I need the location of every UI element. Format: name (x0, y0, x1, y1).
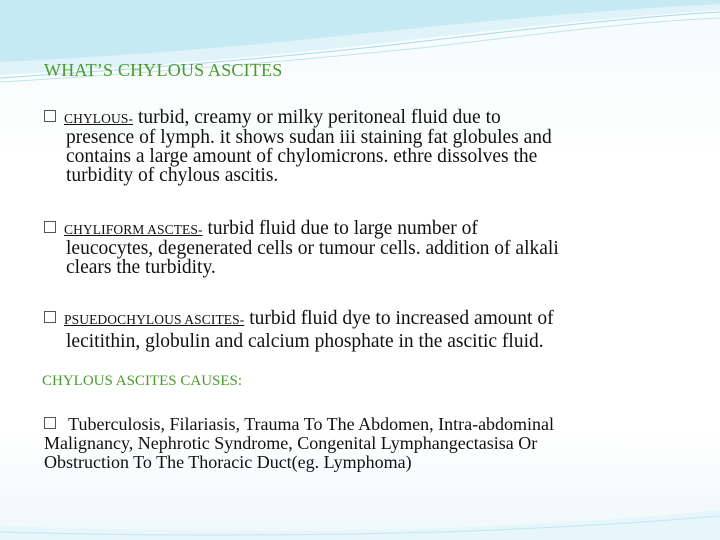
item-text: clears the turbidity. (66, 257, 216, 278)
item-text: contains a large amount of chylomicrons. ethre dissolves the (66, 146, 538, 167)
causes-heading: CHYLOUS ASCITES CAUSES: (42, 373, 243, 389)
causes-text: Tuberculosis, Filariasis, Trauma To The Abdomen, Intra-abdominal (64, 414, 555, 434)
item-text: turbid, creamy or milky peritoneal fluid due to (133, 107, 501, 128)
item-label: PSUEDOCHYLOUS ASCITES- (64, 312, 245, 327)
list-item-pseudochylous (44, 309, 684, 351)
slide-title: WHAT’S CHYLOUS ASCITES (44, 60, 283, 80)
bottom-wave-decoration (0, 470, 720, 540)
item-label: CHYLOUS- (64, 111, 134, 126)
item-text: presence of lymph. it shows sudan iii staining fat globules and (66, 127, 552, 148)
causes-text: Malignancy, Nephrotic Syndrome, Congenital Lymphangectasisa Or (44, 433, 538, 453)
checkbox-bullet-icon (44, 221, 56, 233)
checkbox-bullet-icon (44, 311, 56, 323)
item-text: turbid fluid due to large number of (202, 218, 478, 239)
list-item-chylous (44, 108, 684, 185)
item-text: turbidity of chylous ascitis. (66, 165, 279, 186)
item-text: lecitithin, globulin and calcium phosphate in the ascitic fluid. (66, 331, 544, 352)
checkbox-bullet-icon (44, 417, 56, 429)
causes-text: Obstruction To The Thoracic Duct(eg. Lymphoma) (44, 452, 412, 472)
list-item-chyliform (44, 219, 684, 277)
item-text: turbid fluid dye to increased amount of (244, 308, 554, 329)
item-label: CHYLIFORM ASCTES- (64, 222, 203, 237)
causes-list-item (44, 415, 554, 472)
item-text: leucocytes, degenerated cells or tumour cells. addition of alkali (66, 238, 559, 259)
checkbox-bullet-icon (44, 110, 56, 122)
